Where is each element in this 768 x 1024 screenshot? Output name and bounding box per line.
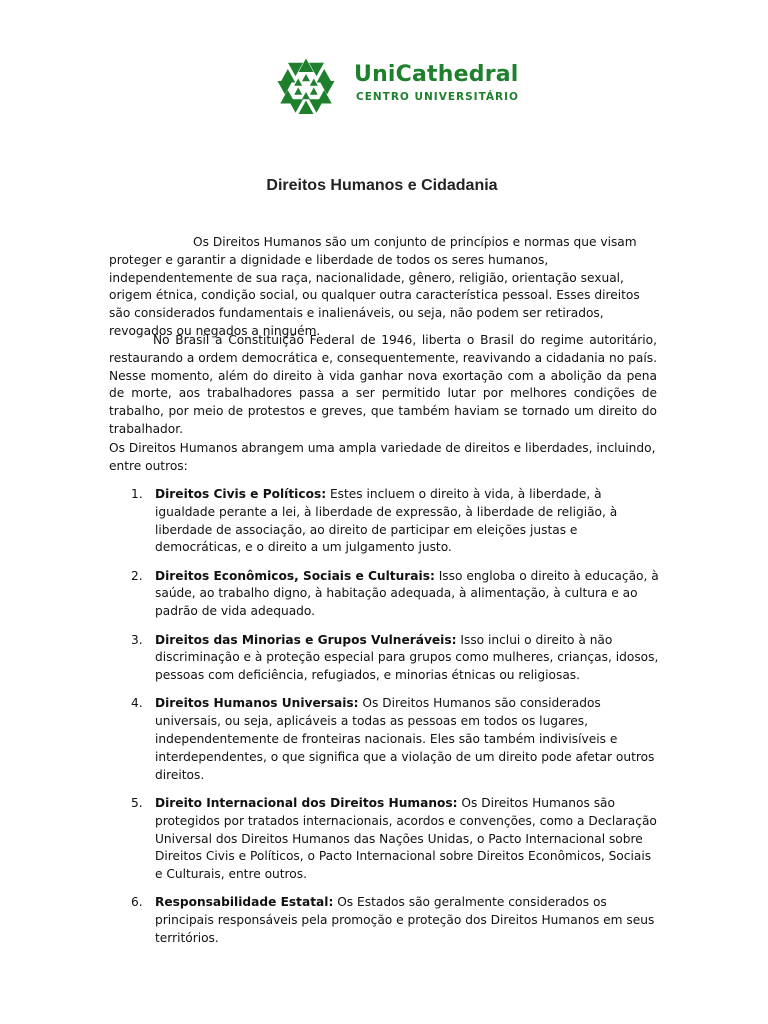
list-item-heading: Direitos Humanos Universais:: [155, 696, 359, 711]
list-item: [109, 568, 661, 621]
paragraph-brazil: No Brasil a Constituição Federal de 1946, liberta o Brasil do regime autoritário, restaurando a ordem democrática e, consequentemente, reavivando a cidadania no país. Nesse momento, além do direito à vida ganhar nova exortação com a abolição da pena de morte, aos trabalhadores passa a ser permitido lutar por melhores condições de trabalho, por meio de protestos e greves, que também haviam se tornado um direito do trabalhador.: [109, 333, 657, 436]
list-item: [109, 795, 661, 884]
logo-triangle: [320, 81, 335, 95]
logo: [270, 56, 519, 118]
list-item-heading: Responsabilidade Estatal:: [155, 895, 334, 910]
list-item-number: 1.: [131, 487, 143, 501]
list-item-text: Isso engloba o direito à educação, à saúde, ao trabalho digno, à habitação adequada, à alimentação, à cultura e ao padrão de vida adequado.: [155, 568, 659, 619]
list-item-text: Os Estados são geralmente considerados os principais responsáveis pela promoção e proteção dos Direitos Humanos em seus territórios.: [155, 895, 655, 946]
list-item-number: 2.: [131, 568, 143, 583]
logo-triangle: [310, 79, 318, 86]
list-item-heading: Direitos Civis e Políticos:: [155, 487, 327, 501]
logo-triangle: [294, 79, 302, 86]
logo-triangle: [278, 81, 293, 95]
list-item-text: Os Direitos Humanos são protegidos por tratados internacionais, acordos e convenções, como a Declaração Universal dos Direitos Humanos das Nações Unidas, o Pacto Internacional sobre Direitos Civis e Políticos, o Pacto Internacional sobre Direitos Econômicos, Sociais e Culturais, entre outros.: [155, 795, 657, 882]
list-item: [109, 894, 661, 947]
logo-triangle: [310, 88, 318, 95]
list-item-text: Os Direitos Humanos são considerados universais, ou seja, aplicáveis a todas as pessoas em todos os lugares, independentemente de fronteiras nacionais. Eles são também indivisíveis e interdependentes, o que significa que a violação de um direito pode afetar outros direitos.: [155, 696, 655, 782]
document-title: Direitos Humanos e Cidadania: [266, 177, 498, 194]
list-item: [109, 632, 661, 685]
list-item-number: 5.: [131, 795, 143, 810]
list-item-text: Estes incluem o direito à vida, à liberdade, à igualdade perante a lei, à liberdade de expressão, à liberdade de religião, à liberdade de associação, ao direito de participar em eleições justas e democráticas, e o direito a um julgamento justo.: [155, 487, 618, 555]
paragraph-intro-text: Os Direitos Humanos são um conjunto de princípios e normas que visam proteger e garantir a dignidade e liberdade de todos os seres humanos, independentemente de sua raça, nacionalidade, gênero, religião, orientação sexual, origem étnica, condição social, ou qualquer outra característica pessoal. Esses direitos são considerados fundamentais e inalienáveis, ou seja, não podem ser retirados, revogados ou negados a ninguém.: [109, 235, 640, 338]
list-item-heading: Direitos das Minorias e Grupos Vulneráveis:: [155, 632, 457, 647]
logo-subtitle: CENTRO UNIVERSITÁRIO: [356, 91, 519, 103]
star-of-triangles-logo-icon: [270, 56, 342, 118]
rights-list: [109, 486, 661, 958]
logo-name: UniCathedral: [354, 62, 519, 87]
logo-triangle: [302, 92, 310, 99]
list-item: [109, 695, 661, 784]
list-item-number: 4.: [131, 696, 143, 711]
logo-triangle: [302, 74, 310, 81]
logo-triangle: [294, 88, 302, 95]
list-item-heading: Direitos Econômicos, Sociais e Culturais:: [155, 568, 435, 583]
paragraph-intro: [109, 234, 658, 341]
list-item-heading: Direito Internacional dos Direitos Humanos:: [155, 795, 458, 810]
list-item: [109, 486, 661, 557]
paragraph-rights-intro: Os Direitos Humanos abrangem uma ampla variedade de direitos e liberdades, incluindo, entre outros:: [109, 441, 656, 473]
list-item-text: Isso inclui o direito à não discriminação e à proteção especial para grupos como mulheres, crianças, idosos, pessoas com deficiência, refugiados, e minorias étnicas ou religiosas.: [155, 632, 659, 683]
list-item-number: 3.: [131, 632, 143, 647]
list-item-number: 6.: [131, 895, 143, 910]
logo-triangle: [280, 90, 295, 104]
